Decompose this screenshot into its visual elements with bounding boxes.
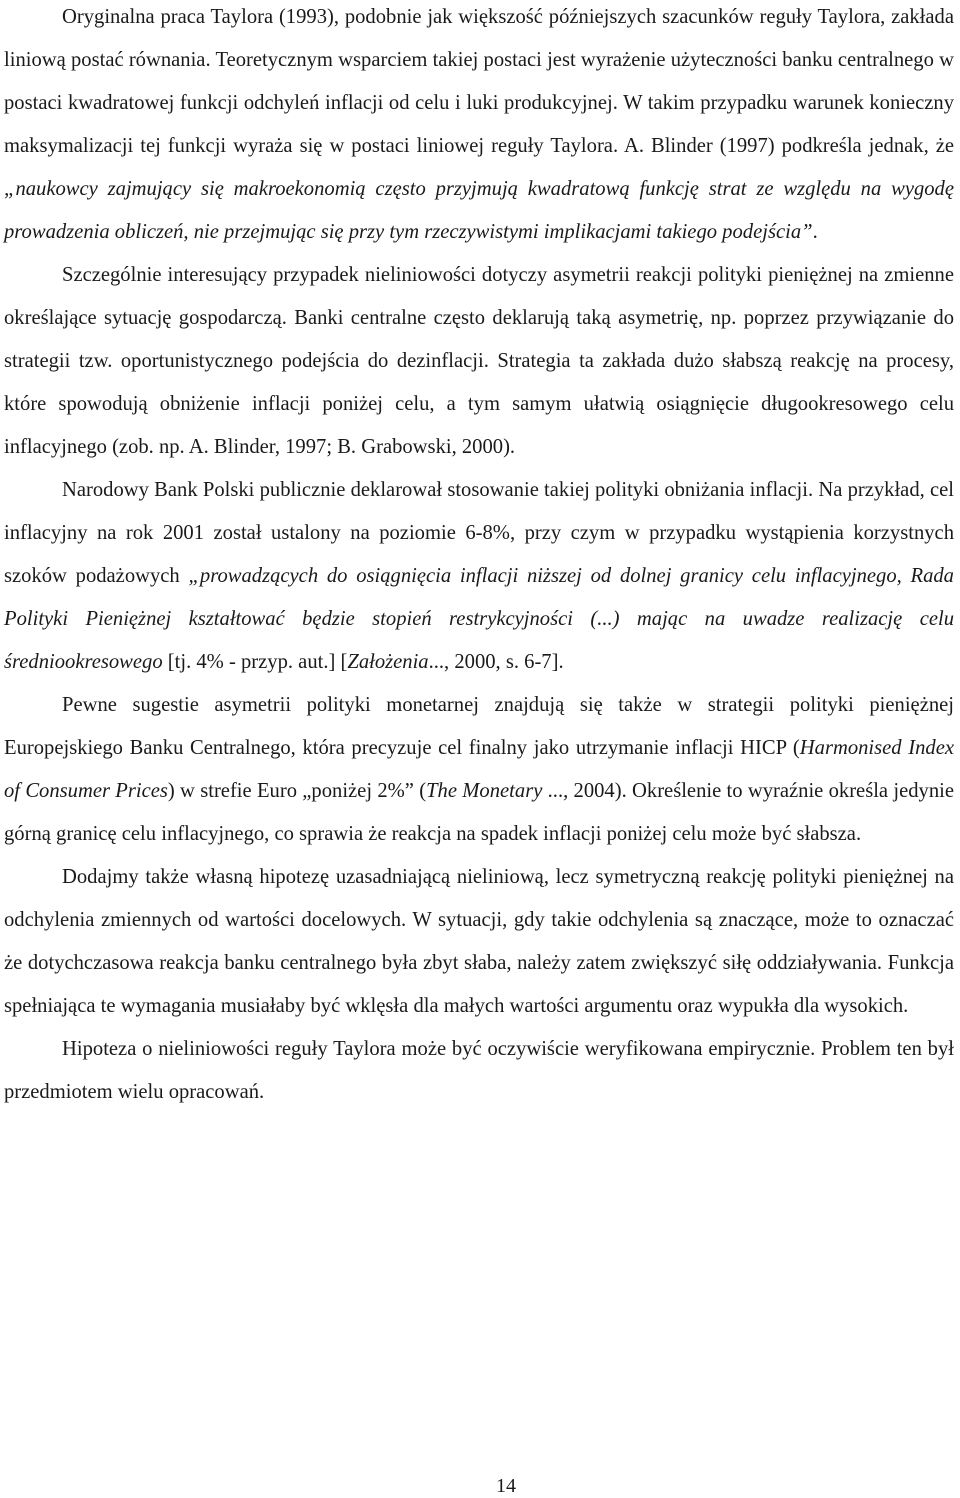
- page-number: 14: [496, 1475, 516, 1497]
- text-run: [tj. 4% - przyp. aut.] [: [162, 651, 348, 673]
- text-run: ) w strefie Euro „poniżej 2%” (: [167, 780, 427, 802]
- text-run: Dodajmy także własną hipotezę uzasadniającą nieliniową, lecz symetryczną reakcję polityki pieniężnej na odchylenia zmiennych od wartości docelowych. W sytuacji, gdy takie odchylenia są znaczące, może to oznaczać że dotychczasowa reakcja banku centralnego była zbyt słaba, należy zatem zwiększyć siłę oddziaływania. Funkcja spełniająca te wymagania musiałaby być wklęsła dla małych wartości argumentu oraz wypukła dla wysokich.: [4, 866, 954, 1017]
- text-run: .: [812, 221, 818, 243]
- paragraph-taylor-original: [4, 0, 954, 254]
- italic-text: The Monetary: [426, 780, 543, 802]
- text-run: Szczególnie interesujący przypadek nieliniowości dotyczy asymetrii reakcji polityki pieniężnej na zmienne określające sytuację gospodarczą. Banki centralne często deklarują taką asymetrię, np. poprzez przywiązanie do strategii tzw. oportunistycznego podejścia do dezinflacji. Strategia ta zakłada dużo słabszą reakcję na procesy, które spowodują obniżenie inflacji poniżej celu, a tym samym ułatwią osiągnięcie długookresowego celu inflacyjnego (zob. np. A. Blinder, 1997; B. Grabowski, 2000).: [4, 264, 954, 458]
- text-run: Narodowy Bank Polski publicznie deklarował stosowanie takiej polityki obniżania inflacji. Na przykład, cel inflacyjny na rok 2001 został ustalony na poziomie 6-8%, przy czym w przypadku wystąpienia korzystnych szoków podażowych: [4, 479, 954, 587]
- paragraph-nbp: [4, 469, 954, 684]
- text-run: Pewne sugestie asymetrii polityki monetarnej znajdują się także w strategii polityki pieniężnej Europejskiego Banku Centralnego, która precyzuje cel finalny jako utrzymanie inflacji HICP (: [4, 694, 954, 759]
- text-run: Oryginalna praca Taylora (1993), podobnie jak większość późniejszych szacunków reguły Taylora, zakłada liniową postać równania. Teoretycznym wsparciem takiej postaci jest wyrażenie użyteczności banku centralnego w postaci kwadratowej funkcji odchyleń inflacji od celu i luki produkcyjnej. W takim przypadku warunek konieczny maksymalizacji tej funkcji wyraża się w postaci liniowej reguły Taylora. A. Blinder (1997) podkreśla jednak, że: [4, 6, 954, 157]
- paragraph-asymmetry: [4, 254, 954, 469]
- document-body: [4, 0, 954, 1114]
- italic-text: „prowadzących do osiągnięcia inflacji niższej od dolnej granicy celu inflacyjnego, Rada Polityki Pieniężnej kształtować będzie stopień restrykcyjności (...) mając na uwadze realizację celu średniookresowego: [4, 565, 954, 673]
- paragraph-verification: [4, 1028, 954, 1114]
- paragraph-hypothesis: [4, 856, 954, 1028]
- italic-text: Harmonised Index of Consumer Prices: [4, 737, 954, 802]
- italic-text: „naukowcy zajmujący się makroekonomią często przyjmują kwadratową funkcję strat ze względu na wygodę prowadzenia obliczeń, nie przejmując się przy tym rzeczywistymi implikacjami takiego podejścia”: [4, 178, 954, 243]
- italic-text: Założenia: [347, 651, 429, 673]
- text-run: ..., 2004). Określenie to wyraźnie określa jedynie górną granicę celu inflacyjnego, co sprawia że reakcja na spadek inflacji poniżej celu może być słabsza.: [4, 780, 954, 845]
- paragraph-ecb: [4, 684, 954, 856]
- text-run: Hipoteza o nieliniowości reguły Taylora może być oczywiście weryfikowana empirycznie. Problem ten był przedmiotem wielu opracowań.: [4, 1038, 954, 1103]
- text-run: ..., 2000, s. 6-7].: [428, 651, 564, 673]
